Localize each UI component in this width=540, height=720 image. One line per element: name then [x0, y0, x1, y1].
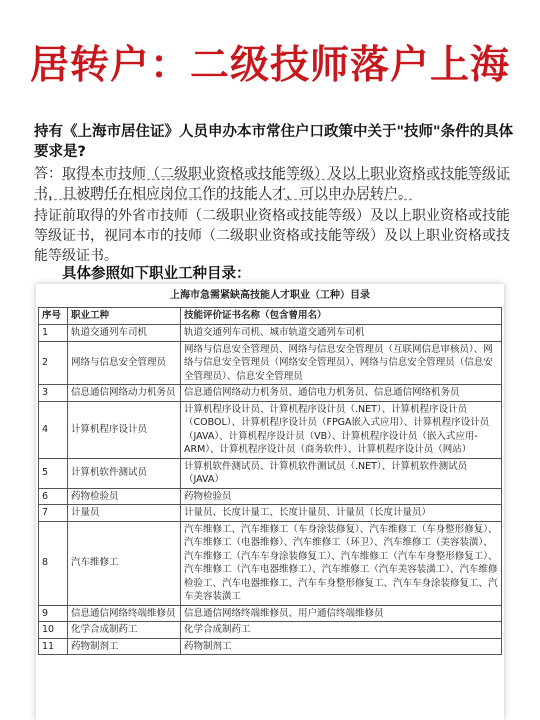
- table-row: [39, 488, 502, 505]
- cell-no: 11: [39, 638, 68, 655]
- cell-no: 9: [39, 605, 68, 622]
- cell-certs: 计量员、长度计量工、长度计量员、计量员（长度计量员）: [181, 505, 502, 522]
- cell-job: 药物制剂工: [68, 638, 181, 655]
- answer-text: [34, 164, 514, 204]
- table-row: [39, 325, 502, 342]
- table-header-row: [39, 308, 502, 325]
- cell-certs: 汽车维修工、汽车维修工（车身涂装修复）、汽车维修工（车身整形修复）、汽车维修工（电器维修）、汽车维修工（环卫）、汽车维修工（美容装潢）、汽车维修工（汽车车身涂装修复工）、汽车维修工（汽车车身整形修复工）、汽车维修工（汽车电器维修工）、汽车维修工（汽车美容装潢工）、汽车维修检验工、汽车电器维修工、汽车车身整形修复工、汽车车身涂装修复工、汽车美容装潢工: [181, 521, 502, 605]
- cell-certs: 信息通信网络终端维修员、用户通信终端维修员: [181, 605, 502, 622]
- cell-job: 信息通信网络动力机务员: [68, 385, 181, 402]
- table-row: [39, 401, 502, 458]
- cell-no: 2: [39, 341, 68, 385]
- table-row: [39, 521, 502, 605]
- cell-job: 计算机软件测试员: [68, 458, 181, 488]
- header-job: 职业工种: [68, 308, 181, 325]
- cell-no: 1: [39, 325, 68, 342]
- table-row: [39, 605, 502, 622]
- table-row: [39, 505, 502, 522]
- cell-no: 6: [39, 488, 68, 505]
- page-title: 居转户：二级技师落户上海: [29, 42, 510, 88]
- cell-certs: 网络与信息安全管理员、网络与信息安全管理员（互联网信息审核员）、网络与信息安全管理员（网络安全管理员）、网络与信息安全管理员（信息安全管理员）、信息安全管理员: [181, 341, 502, 385]
- cell-certs: 信息通信网络动力机务员、通信电力机务员、信息通信网络机务员: [181, 385, 502, 402]
- occupation-table: [38, 307, 502, 655]
- cell-no: 7: [39, 505, 68, 522]
- cell-certs: 计算机程序设计员、计算机程序设计员（.NET）、计算机程序设计员（COBOL）、计算机程序设计员（FPGA嵌入式应用）、计算机程序设计员（JAVA）、计算机程序设计员（VB）、计算机程序设计员（嵌入式应用-ARM）、计算机程序设计员（商务软件）、计算机程序设计员（网站）: [181, 401, 502, 458]
- cell-job: 计算机程序设计员: [68, 401, 181, 458]
- cell-certs: 轨道交通列车司机、城市轨道交通列车司机: [181, 325, 502, 342]
- cell-job: 计量员: [68, 505, 181, 522]
- table-row: [39, 458, 502, 488]
- qa-block: [34, 122, 514, 266]
- header-no: 序号: [39, 308, 68, 325]
- cell-certs: 药物制剂工: [181, 638, 502, 655]
- occupation-table-image: [36, 284, 504, 720]
- cell-job: 轨道交通列车司机: [68, 325, 181, 342]
- cell-certs: 药物检验员: [181, 488, 502, 505]
- answer-prefix: 答：: [34, 166, 62, 182]
- table-row: [39, 622, 502, 639]
- answer-body: 取得本市技师（二级职业资格或技能等级）及以上职业资格或技能等级证书，且被聘任在相应岗位工作的技能人才，可以申办居转户。: [34, 166, 510, 202]
- table-title: 上海市急需紧缺高技能人才职业（工种）目录: [170, 290, 370, 301]
- header-certs: 技能评价证书名称（包含曾用名）: [181, 308, 502, 325]
- cell-job: 汽车维修工: [68, 521, 181, 605]
- cell-no: 8: [39, 521, 68, 605]
- table-row: [39, 385, 502, 402]
- cell-no: 5: [39, 458, 68, 488]
- cell-job: 信息通信网络终端维修员: [68, 605, 181, 622]
- cell-certs: 化学合成制药工: [181, 622, 502, 639]
- note-text: 持证前取得的外省市技师（二级职业资格或技能等级）及以上职业资格或技能等级证书，视同本市的技师（二级职业资格或技能等级）及以上职业资格或技能等级证书。: [34, 208, 510, 264]
- table-row: [39, 341, 502, 385]
- intro-text: 具体参照如下职业工种目录：: [62, 266, 251, 282]
- cell-job: 药物检验员: [68, 488, 181, 505]
- cell-no: 4: [39, 401, 68, 458]
- cell-certs: 计算机软件测试员、计算机软件测试员（.NET）、计算机软件测试员（JAVA）: [181, 458, 502, 488]
- cell-no: 10: [39, 622, 68, 639]
- cell-no: 3: [39, 385, 68, 402]
- question-text: 持有《上海市居住证》人员申办本市常住户口政策中关于"技师"条件的具体要求是?: [34, 124, 514, 160]
- cell-job: 网络与信息安全管理员: [68, 341, 181, 385]
- cell-job: 化学合成制药工: [68, 622, 181, 639]
- table-row: [39, 638, 502, 655]
